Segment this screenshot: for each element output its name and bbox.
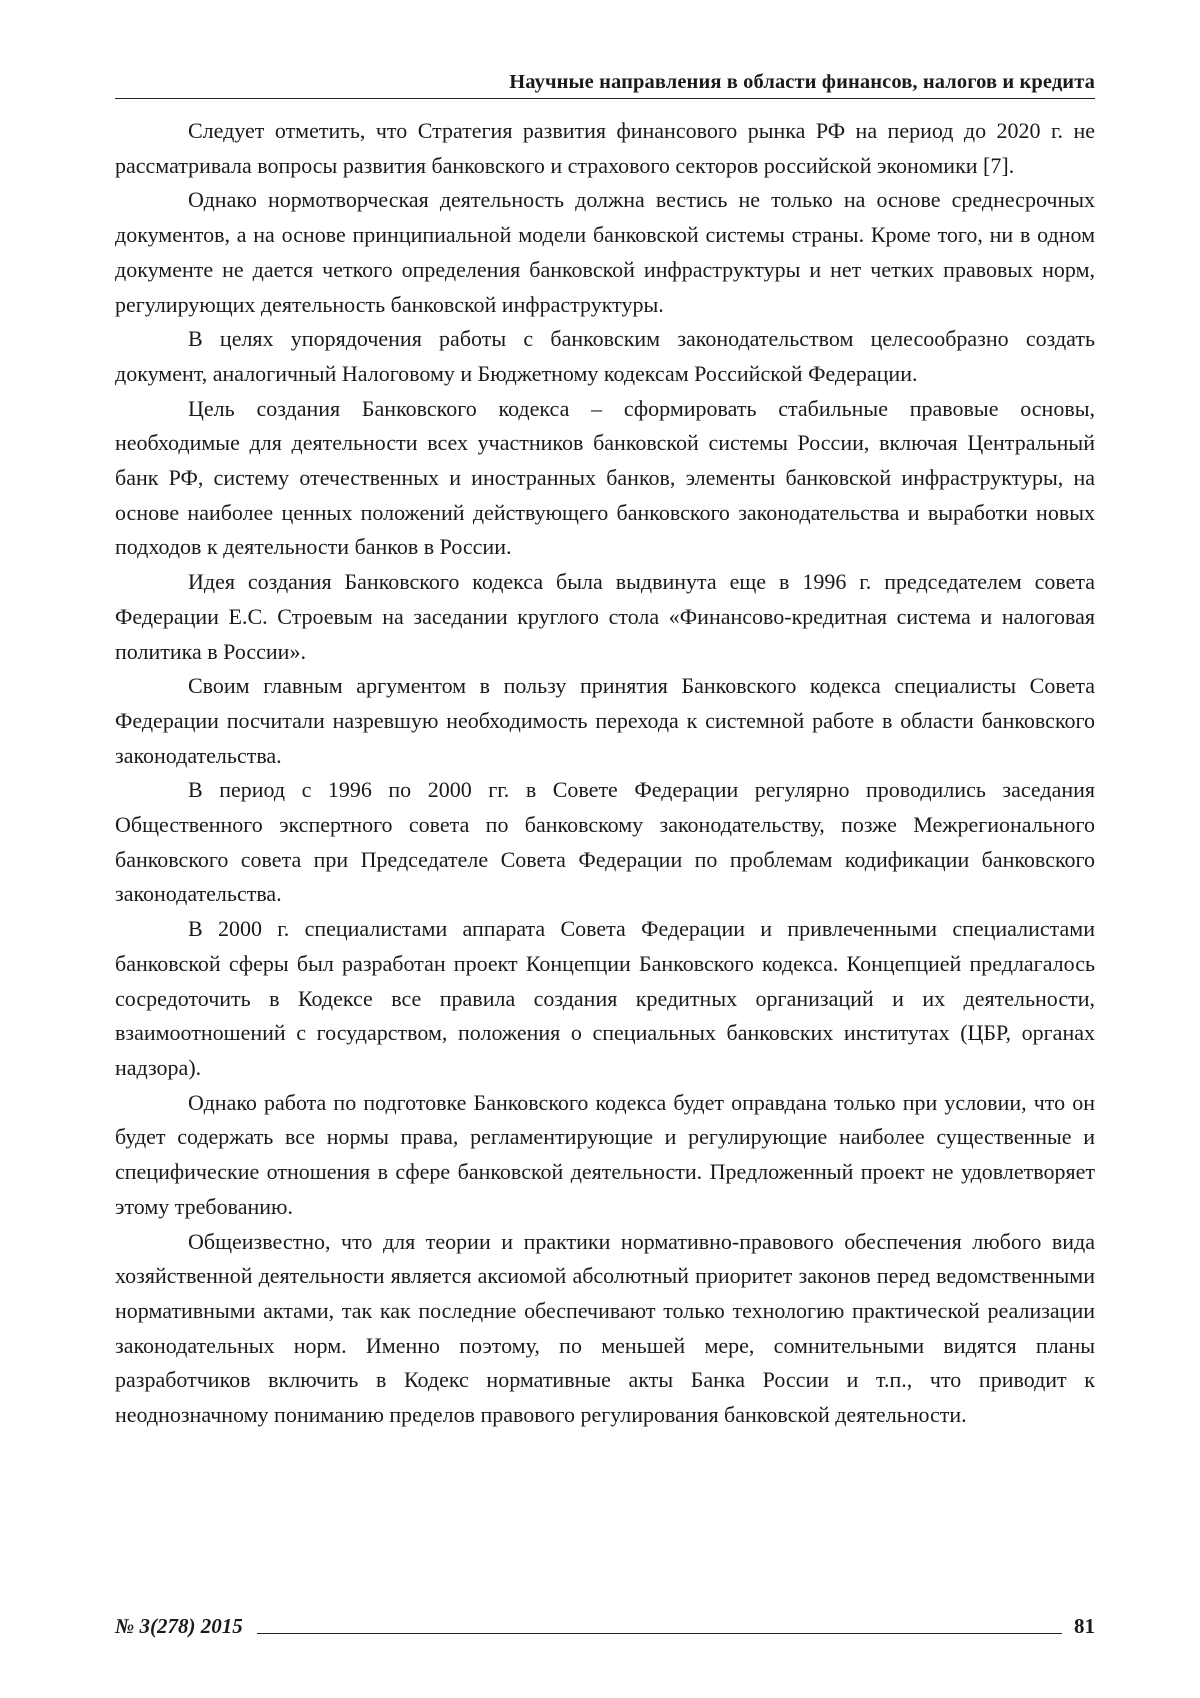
issue-number: № 3(278) 2015 — [115, 1614, 243, 1638]
article-body — [115, 114, 1095, 1433]
running-header-title: Научные направления в области финансов, налогов и кредита — [509, 71, 1095, 93]
paragraph: Цель создания Банковского кодекса – сформировать стабильные правовые основы, необходимые для деятельности всех участников банковской системы России, включая Центральный банк РФ, систему отечественных и иностранных банков, элементы банковской инфраструктуры, на основе наиболее ценных положений действующего банковского законодательства и выработки новых подходов к деятельности банков в России. — [115, 395, 1095, 560]
paragraph: В 2000 г. специалистами аппарата Совета Федерации и привлеченными специалистами банковской сферы был разработан проект Концепции Банковского кодекса. Концепцией предлагалось сосредоточить в Кодексе все правила создания кредитных организаций и их деятельности, взаимоотношений с государством, положения о специальных банковских институтах (ЦБР, органах надзора). — [115, 916, 1095, 1080]
paragraph: В целях упорядочения работы с банковским законодательством целесообразно создать документ, аналогичный Налоговому и Бюджетному кодексам Российской Федерации. — [115, 326, 1095, 386]
footer-divider — [257, 1633, 1062, 1634]
paragraph: Своим главным аргументом в пользу принятия Банковского кодекса специалисты Совета Федерации посчитали назревшую необходимость перехода к системной работе в области банковского законодательства. — [115, 673, 1095, 768]
paragraph: Однако работа по подготовке Банковского кодекса будет оправдана только при условии, что он будет содержать все нормы права, регламентирующие и регулирующие наиболее существенные и специфические отношения в сфере банковской деятельности. Предложенный проект не удовлетворяет этому требованию. — [115, 1089, 1095, 1219]
running-header — [115, 70, 1095, 99]
page-number: 81 — [1074, 1614, 1095, 1638]
page-footer — [115, 1608, 1095, 1638]
paragraph: Однако нормотворческая деятельность должна вестись не только на основе среднесрочных документов, а на основе принципиальной модели банковской системы страны. Кроме того, ни в одном документе не дается четкого определения банковской инфраструктуры и нет четких правовых норм, регулирующих деятельность банковской инфраструктуры. — [115, 187, 1095, 317]
paragraph: В период с 1996 по 2000 гг. в Совете Федерации регулярно проводились заседания Общественного экспертного совета по банковскому законодательству, позже Межрегионального банковского совета при Председателе Совета Федерации по проблемам кодификации банковского законодательства. — [115, 777, 1095, 907]
paragraph: Следует отметить, что Стратегия развития финансового рынка РФ на период до 2020 г. не рассматривала вопросы развития банковского и страхового секторов российской экономики [7]. — [115, 118, 1095, 178]
paragraph: Идея создания Банковского кодекса была выдвинута еще в 1996 г. председателем совета Федерации Е.С. Строевым на заседании круглого стола «Финансово-кредитная система и налоговая политика в России». — [115, 569, 1095, 664]
paragraph: Общеизвестно, что для теории и практики нормативно-правового обеспечения любого вида хозяйственной деятельности является аксиомой абсолютный приоритет законов перед ведомственными нормативными актами, так как последние обеспечивают только технологию практической реализации законодательных норм. Именно поэтому, по меньшей мере, сомнительными видятся планы разработчиков включить в Кодекс нормативные акты Банка России и т.п., что приводит к неоднозначному пониманию пределов правового регулирования банковской деятельности. — [115, 1228, 1095, 1428]
